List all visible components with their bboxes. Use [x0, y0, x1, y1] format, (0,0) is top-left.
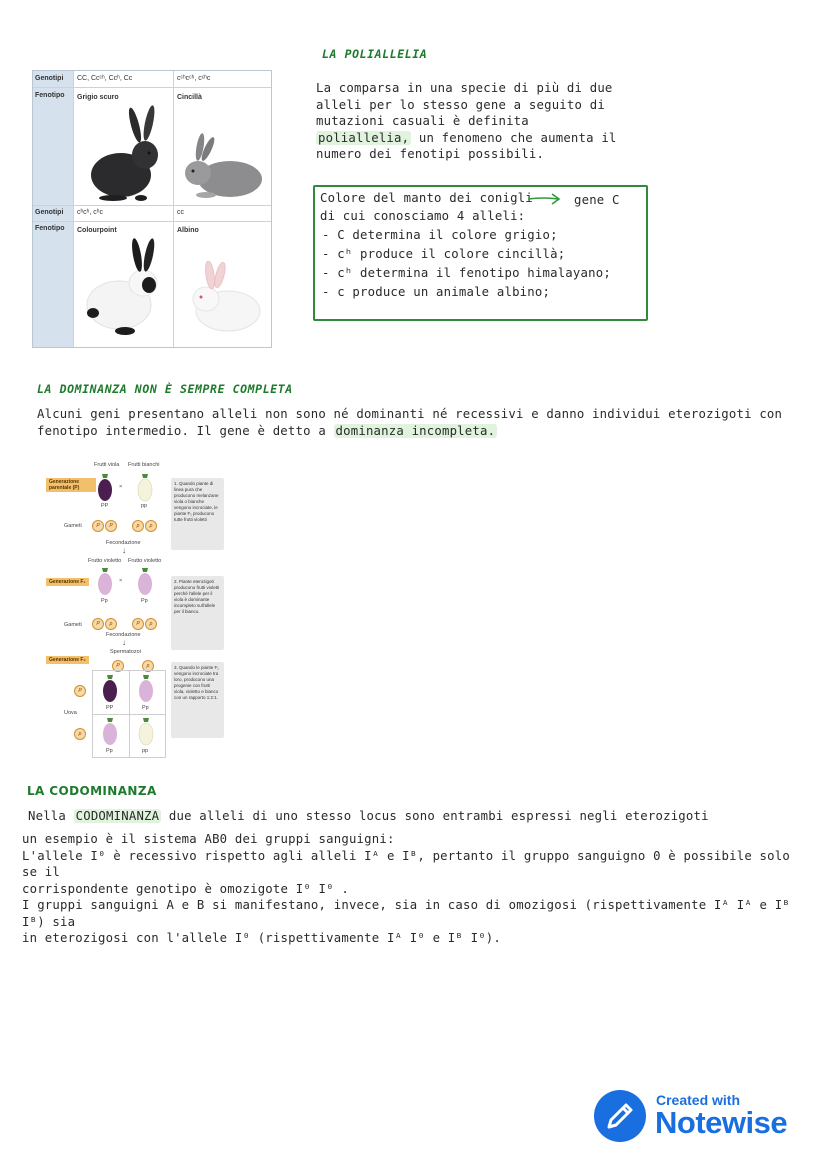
white-eggplant-icon — [137, 716, 155, 746]
fenotipo-label: Fenotipo — [35, 92, 65, 99]
list-item: - cʰ produce il colore cincillà; — [322, 247, 566, 261]
dark-grey-rabbit-image — [83, 103, 167, 203]
gamete-icon: P — [92, 520, 104, 532]
diagram-note: 1. Quando piante di linea pura che producono melanzane viola o bianche vengono incrociate, le piante F₁ producono tutte frutti violetti — [171, 478, 224, 550]
genotipi-label: Genotipi — [35, 75, 64, 82]
genotype-label: Pp — [101, 598, 108, 604]
poliallelia-term: poliallelia, — [318, 130, 410, 145]
gamete-icon: p — [74, 728, 86, 740]
genotipi-value: cᶜʰcᶜʰ, cᶜʰc — [177, 75, 211, 82]
diagram-note: 3. Quando le piante F₁ vengono incrociate tra loro, producono una progenie con frutti viola, violetto e bianco con un rapporto 1:2:1. — [171, 662, 224, 738]
list-item: - cʰ determina il fenotipo himalayano; — [322, 266, 611, 280]
paragraph-line: alleli per lo stesso gene a seguito di — [316, 97, 605, 112]
violet-eggplant-icon — [96, 566, 114, 596]
gamete-icon: p — [142, 660, 154, 672]
fenotipo-value: Colourpoint — [77, 227, 117, 234]
genotipi-value: CC, Ccᶜʰ, Ccʰ, Cc — [77, 75, 133, 82]
paragraph-line: mutazioni casuali è definita — [316, 114, 529, 128]
dominanza-term: dominanza incompleta. — [335, 423, 496, 438]
paragraph-line: La comparsa in una specie di più di due — [316, 81, 613, 95]
pencil-icon — [593, 1089, 647, 1143]
diagram-label: Frutti bianchi — [128, 462, 160, 468]
arrow-down-icon: ↓ — [122, 546, 126, 555]
diagram-label: Frutto violetto — [128, 558, 162, 564]
paragraph-line: I gruppi sanguigni A e B si manifestano, invece, sia in caso di omozigosi (rispettivamente Iᴬ Iᴬ e Iᴮ Iᴮ) sia — [22, 898, 790, 929]
gene-c-label: gene C — [574, 193, 620, 207]
genotype-label: Pp — [141, 598, 148, 604]
genotype-label: Pp — [106, 748, 113, 754]
brand-name: Notewise — [655, 1105, 788, 1140]
paragraph-text: Nella — [28, 809, 74, 823]
paragraph-line — [316, 130, 636, 147]
dominanza-paragraph — [37, 406, 797, 439]
generation-f1-label: Generazione F₁ — [46, 578, 89, 586]
violet-eggplant-icon — [101, 716, 119, 746]
genotype-label: Pp — [142, 705, 149, 711]
incomplete-dominance-diagram — [44, 460, 230, 758]
genotipi-label: Genotipi — [35, 209, 64, 216]
poliallelia-heading: LA POLIALLELIA — [322, 47, 428, 61]
albino-rabbit-image — [176, 261, 268, 337]
uova-label: Uova — [64, 710, 77, 716]
paragraph-text: fenotipo intermedio. Il gene è detto a — [37, 423, 334, 438]
codominanza-heading: LA CODOMINANZA — [27, 784, 157, 798]
paragraph-line — [37, 423, 797, 440]
table-divider — [33, 205, 271, 206]
notewise-logo — [593, 1089, 813, 1147]
arrow-down-icon: ↓ — [122, 638, 126, 647]
table-divider — [33, 221, 271, 222]
codominanza-term: CODOMINANZA — [75, 809, 160, 823]
diagram-label: Frutti viola — [94, 462, 120, 468]
table-divider — [33, 87, 271, 88]
table-divider — [173, 71, 174, 347]
codominanza-paragraph — [22, 831, 812, 947]
diagram-label: Frutto violetto — [88, 558, 122, 564]
paragraph-text: due alleli di uno stesso locus sono entrambi espressi negli eterozigoti — [161, 809, 709, 823]
paragraph-line: corrispondente genotipo è omozigote I⁰ I⁰ . — [22, 881, 349, 896]
allele-list — [322, 226, 611, 302]
chinchilla-rabbit-image — [176, 131, 268, 203]
genotipi-value: cʰcʰ, cʰc — [77, 209, 103, 216]
genotype-label: PP — [101, 503, 109, 509]
generation-f2-label: Generazione F₂ — [46, 656, 89, 664]
violet-eggplant-icon — [137, 673, 155, 703]
cross-symbol: × — [119, 484, 123, 490]
gamete-icon: p — [145, 520, 157, 532]
gameti-label: Gameti — [64, 622, 82, 628]
gamete-icon: p — [132, 520, 144, 532]
box-line: di cui conosciamo 4 alleli: — [320, 209, 526, 223]
paragraph-text: un fenomeno che aumenta il — [411, 130, 617, 145]
box-line: Colore del manto dei conigli — [320, 191, 533, 205]
paragraph-line: un esempio è il sistema AB0 dei gruppi sanguigni: — [22, 832, 395, 846]
codominanza-intro — [28, 808, 709, 825]
arrow-right-icon — [526, 192, 562, 206]
fecondazione-label: Fecondazione — [106, 632, 141, 638]
paragraph-line: L'allele I⁰ è recessivo rispetto agli alleli Iᴬ e Iᴮ, pertanto il gruppo sanguigno 0 è possibile solo se il — [22, 848, 790, 879]
fenotipo-value: Albino — [177, 227, 199, 234]
fenotipo-value: Cincillà — [177, 94, 202, 101]
paragraph-line: numero dei fenotipi possibili. — [316, 147, 545, 161]
genotipi-value: cc — [177, 209, 184, 216]
gameti-label: Gameti — [64, 523, 82, 529]
gamete-icon: p — [145, 618, 157, 630]
gamete-icon: P — [92, 618, 104, 630]
purple-eggplant-icon — [96, 472, 114, 502]
grid-divider — [93, 714, 165, 715]
violet-eggplant-icon — [136, 566, 154, 596]
fenotipo-value: Grigio scuro — [77, 94, 119, 101]
cross-symbol: × — [119, 578, 123, 584]
created-with-label: Created with — [656, 1092, 741, 1108]
poliallelia-paragraph — [316, 80, 636, 163]
fenotipo-label: Fenotipo — [35, 225, 65, 232]
list-item: - C determina il colore grigio; — [322, 228, 558, 242]
gamete-icon: P — [74, 685, 86, 697]
dominanza-heading: LA DOMINANZA NON È SEMPRE COMPLETA — [37, 382, 293, 396]
gamete-icon: P — [112, 660, 124, 672]
paragraph-line: Alcuni geni presentano alleli non sono né dominanti né recessivi e danno individui eterozigoti con — [37, 407, 783, 421]
gamete-icon: P — [132, 618, 144, 630]
white-eggplant-icon — [136, 472, 154, 502]
generation-p-label: Generazione parentale (P) — [46, 478, 96, 492]
fecondazione-label: Fecondazione — [106, 540, 141, 546]
rabbit-genotype-table — [32, 70, 272, 348]
punnett-square — [92, 670, 166, 758]
colourpoint-rabbit-image — [79, 237, 169, 337]
gamete-icon: P — [105, 520, 117, 532]
table-divider — [73, 71, 74, 347]
genotype-label: pp — [142, 748, 149, 754]
purple-eggplant-icon — [101, 673, 119, 703]
genotype-label: PP — [106, 705, 114, 711]
spermatozoi-label: Spermatozoi — [110, 649, 141, 655]
gamete-icon: p — [105, 618, 117, 630]
genotype-label: pp — [141, 503, 148, 509]
list-item: - c produce un animale albino; — [322, 285, 551, 299]
paragraph-line: in eterozigosi con l'allele I⁰ (rispettivamente Iᴬ I⁰ e Iᴮ I⁰). — [22, 931, 502, 945]
diagram-note: 2. Piante eterozigoti producono frutti violetti perché l'allele per il viola è dominante incompleto sull'allele per il bianco. — [171, 576, 224, 650]
